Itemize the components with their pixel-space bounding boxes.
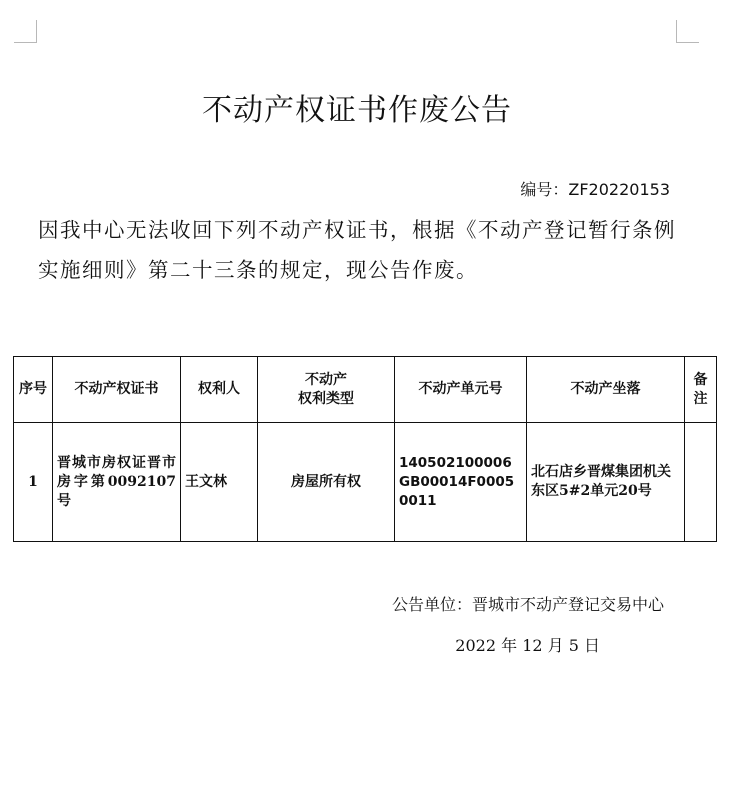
- header-unit-no: 不动产单元号: [395, 357, 527, 423]
- cell-holder: 王文林: [181, 423, 258, 542]
- header-right-type-line2: 权利类型: [298, 390, 354, 407]
- cell-right-type: 房屋所有权: [258, 423, 395, 542]
- issuer-line: 公告单位：晋城市不动产登记交易中心: [391, 595, 664, 614]
- header-cert: 不动产权证书: [53, 357, 181, 423]
- header-right-type: [258, 357, 395, 423]
- page-corner-mark-top-left: [14, 20, 37, 43]
- table-row: [14, 423, 717, 542]
- header-seq: 序号: [14, 357, 53, 423]
- header-holder: 权利人: [181, 357, 258, 423]
- issue-date: 2022 年 12 月 5 日: [455, 636, 600, 655]
- page-title: 不动产权证书作废公告: [202, 93, 512, 128]
- table-header-row: [14, 357, 717, 423]
- certificate-table: [13, 356, 717, 542]
- header-location: 不动产坐落: [527, 357, 685, 423]
- page-corner-mark-top-right: [676, 20, 699, 43]
- document-number: 编号：ZF20220153: [520, 180, 670, 199]
- announcement-body: 因我中心无法收回下列不动产权证书，根据《不动产登记暂行条例实施细则》第二十三条的规定，现公告作废。: [38, 218, 676, 282]
- header-right-type-line1: 不动产: [305, 371, 347, 388]
- cell-unit-no: 140502100006GB00014F00050011: [395, 423, 527, 542]
- cell-location: 北石店乡晋煤集团机关东区5#2单元20号: [527, 423, 685, 542]
- cell-seq: 1: [14, 423, 53, 542]
- cell-cert: 晋城市房权证晋市房字第0092107号: [53, 423, 181, 542]
- cell-note: [685, 423, 717, 542]
- header-note: 备注: [685, 357, 717, 423]
